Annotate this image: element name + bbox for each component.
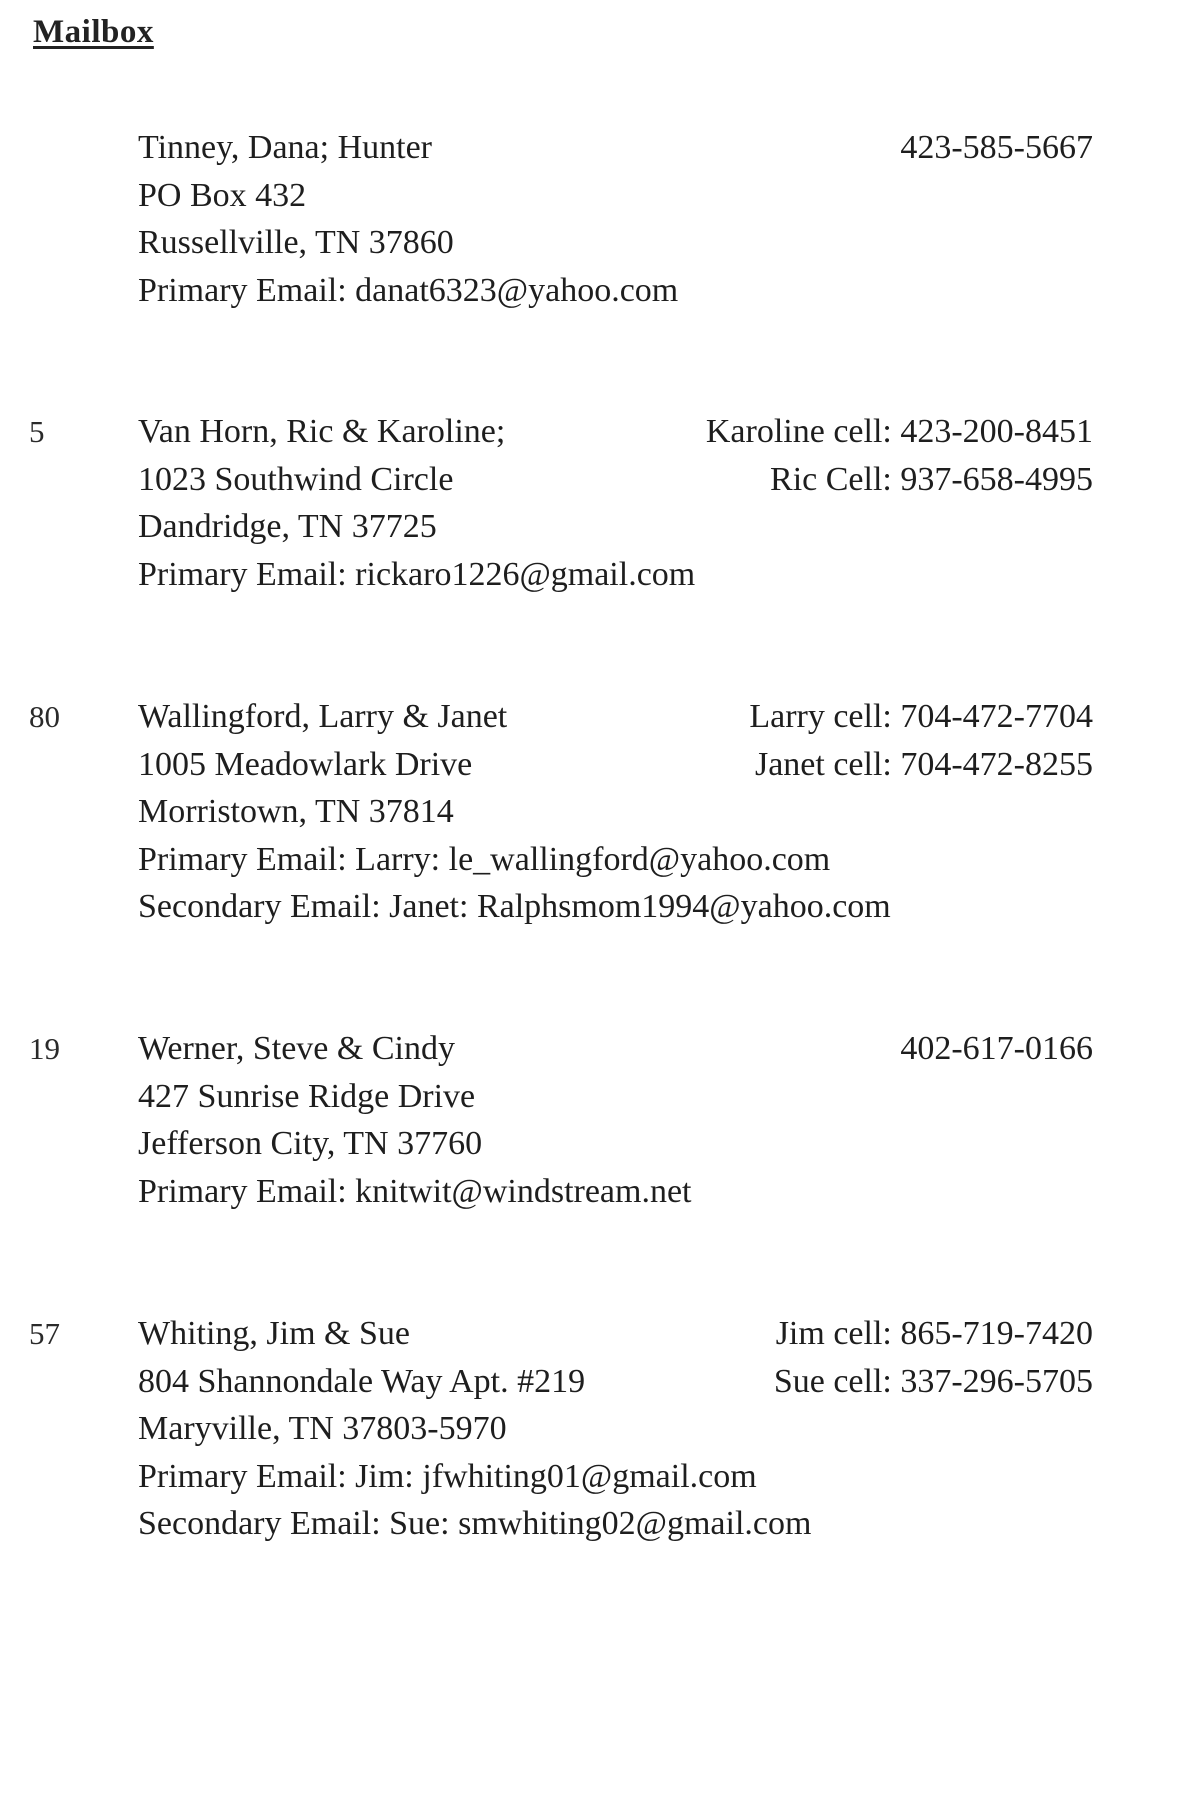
entry-address-block: [138, 1025, 692, 1215]
entry-primary-email: Primary Email: danat6323@yahoo.com: [138, 271, 679, 309]
entry-phone: Jim cell: 865-719-7420: [775, 1315, 1093, 1352]
entry-phones: [706, 408, 1093, 503]
mailbox-number: 19: [29, 1031, 60, 1066]
entry-name: Whiting, Jim & Sue: [138, 1315, 410, 1352]
entry-name: Van Horn, Ric & Karoline;: [138, 413, 506, 450]
entry-phones: [774, 1310, 1093, 1405]
entry-city: Russellville, TN 37860: [138, 224, 454, 261]
entry-primary-email: Primary Email: knitwit@windstream.net: [138, 1172, 692, 1210]
entry-phones: [900, 124, 1093, 172]
entry-city: Morristown, TN 37814: [138, 793, 454, 830]
entry-phone: Janet cell: 704-472-8255: [754, 745, 1093, 783]
entry-phone: Ric Cell: 937-658-4995: [770, 460, 1093, 498]
mailbox-number: 80: [29, 699, 60, 734]
entry-street: 1005 Meadowlark Drive: [138, 745, 473, 783]
mailbox-number: 5: [29, 414, 45, 449]
entry-phone: Larry cell: 704-472-7704: [749, 698, 1093, 735]
entry-name: Werner, Steve & Cindy: [138, 1030, 455, 1067]
entry-primary-email: Primary Email: Larry: le_wallingford@yahoo.com: [138, 840, 831, 878]
entry-street: PO Box 432: [138, 176, 307, 214]
mailbox-number: 57: [29, 1316, 60, 1351]
entry-address-block: [138, 124, 678, 314]
entry-secondary-email: Secondary Email: Sue: smwhiting02@gmail.com: [138, 1505, 812, 1542]
entry-primary-email: Primary Email: rickaro1226@gmail.com: [138, 555, 696, 593]
entry-city: Dandridge, TN 37725: [138, 508, 437, 545]
entry-phone: Karoline cell: 423-200-8451: [705, 413, 1093, 450]
entry-address-block: [138, 408, 695, 598]
page-title: Mailbox: [33, 14, 154, 50]
entry-city: Maryville, TN 37803-5970: [138, 1410, 507, 1447]
entry-phones: [900, 1025, 1093, 1073]
entry-phone: 423-585-5667: [900, 129, 1093, 166]
entry-street: 1023 Southwind Circle: [138, 460, 454, 498]
entry-primary-email: Primary Email: Jim: jfwhiting01@gmail.com: [138, 1457, 757, 1495]
entry-phone: 402-617-0166: [900, 1030, 1093, 1067]
entry-phone: Sue cell: 337-296-5705: [773, 1362, 1093, 1400]
entry-name: Tinney, Dana; Hunter: [138, 129, 432, 166]
entry-city: Jefferson City, TN 37760: [138, 1125, 483, 1162]
entry-street: 804 Shannondale Way Apt. #219: [138, 1362, 586, 1400]
entry-address-block: [138, 1310, 811, 1548]
entry-phones: [749, 693, 1093, 788]
entry-secondary-email: Secondary Email: Janet: Ralphsmom1994@yahoo.com: [138, 888, 891, 925]
entry-street: 427 Sunrise Ridge Drive: [138, 1077, 476, 1115]
entry-name: Wallingford, Larry & Janet: [138, 698, 508, 735]
